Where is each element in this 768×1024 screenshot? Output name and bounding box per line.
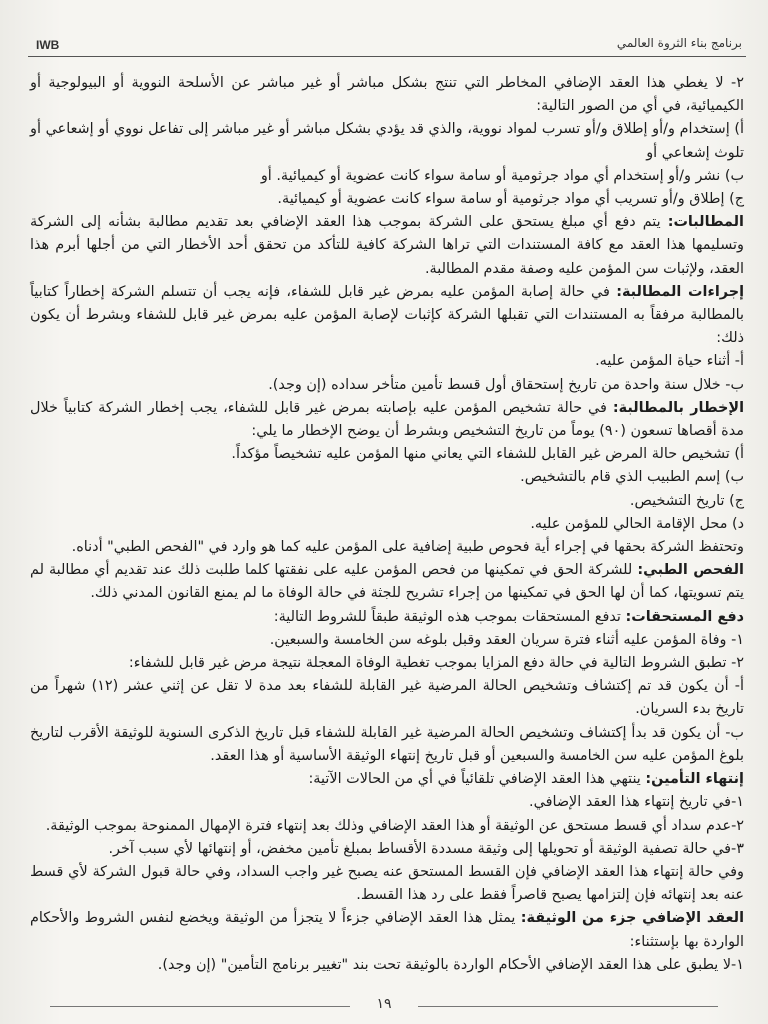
claims-heading: المطالبات:	[667, 214, 744, 231]
termination-item-1: ١-في تاريخ إنتهاء هذا العقد الإضافي.	[529, 794, 744, 811]
part-of-policy-section	[30, 907, 744, 953]
claim-procedures-body: في حالة إصابة المؤمن عليه بمرض غير قابل للشفاء، فإنه يجب أن تتسلم الشركة إخطاراً كتابياً بالمطالبة مرفقاً به المستندات التي تقبلها الشركة كإثبات لإصابة المؤمن عليه بمرض غير قابل للشفاء وبشرط أن يكون ذلك:	[30, 283, 744, 347]
payment-item-1: ١- وفاة المؤمن عليه أثناء فترة سريان العقد وقبل بلوغه سن الخامسة والسبعين.	[269, 631, 744, 648]
termination-body: ينتهي هذا العقد الإضافي تلقائياً في أي من الحالات الآتية:	[308, 771, 641, 788]
brand-logo-text: IWB	[36, 38, 60, 52]
payment-item-2: ٢- تطبق الشروط التالية في حالة دفع المزايا بموجب تغطية الوفاة المعجلة نتيجة مرض غير قابل للشفاء:	[128, 655, 744, 672]
notification-item-a: أ) تشخيص حالة المرض غير القابل للشفاء التي يعاني منها المؤمن عليه تشخيصاً مؤكداً.	[231, 446, 744, 463]
footer-rule-right	[418, 1006, 718, 1007]
termination-item-2: ٢-عدم سداد أي قسط مستحق عن الوثيقة أو هذا العقد الإضافي وذلك بعد إنتهاء فترة الإمهال الممنوحة بموجب الوثيقة.	[45, 817, 744, 834]
medical-exam-section	[30, 559, 744, 605]
exclusion-intro: ٢- لا يغطي هذا العقد الإضافي المخاطر التي تنتج بشكل مباشر أو غير مباشر عن الأسلحة النووية أو البيولوجية أو الكيميائية، في أي من الصور التالية:	[30, 75, 744, 115]
part-of-policy-heading: العقد الإضافي جزء من الوثيقة:	[520, 910, 745, 927]
medical-exam-heading: الفحص الطبي:	[637, 562, 744, 579]
claims-section	[30, 211, 744, 281]
page-number: ١٩	[370, 996, 397, 1012]
payment-section	[30, 606, 744, 629]
termination-closing: وفي حالة إنتهاء هذا العقد الإضافي فإن القسط المستحق عنه يصبح غير واجب السداد، وفي حالة قبول الشركة لأي قسط عنه بعد إنتهائه فإن إلتزامها يصبح قاصراً فقط على رد هذا القسط.	[30, 863, 744, 904]
page-footer	[50, 996, 718, 1016]
notification-heading: الإخطار بالمطالبة:	[612, 399, 744, 416]
running-title: برنامج بناء الثروة العالمي	[616, 36, 742, 50]
claim-procedures-item-b: ب- خلال سنة واحدة من تاريخ إستحقاق أول قسط تأمين متأخر سداده (إن وجد).	[268, 376, 744, 393]
footer-rule-left	[50, 1006, 350, 1007]
claim-procedures-item-a: أ- أثناء حياة المؤمن عليه.	[595, 353, 744, 370]
notification-section	[30, 397, 744, 443]
termination-item-3: ٣-في حالة تصفية الوثيقة أو تحويلها إلى وثيقة مسددة الأقساط بمبلغ تأمين مخفض، أو إنتهائها لأي سبب آخر.	[108, 840, 744, 857]
claim-procedures-section	[30, 281, 744, 351]
medical-exam-body: للشركة الحق في تمكينها من فحص المؤمن عليه على نفقتها كلما طلبت ذلك عند تقديم أي مطالبة لم يتم تسويتها، كما أن لها الحق في تمكينها من إجراء تشريح للجثة في حالة الوفاة ما لم يمنع القانون المدني ذلك.	[30, 562, 744, 602]
payment-heading: دفع المستحقات:	[625, 608, 744, 625]
exclusion-item-c: ج) إطلاق و/أو تسريب أي مواد جرثومية أو سامة سواء كانت عضوية أو كيميائية.	[277, 191, 744, 208]
termination-heading: إنتهاء التأمين:	[645, 771, 744, 788]
termination-section	[30, 768, 744, 791]
part-of-policy-item-1: ١-لا يطبق على هذا العقد الإضافي الأحكام الواردة بالوثيقة تحت بند "تغيير برنامج التأمين" (إن وجد).	[157, 956, 744, 973]
notification-item-b: ب) إسم الطبيب الذي قام بالتشخيص.	[520, 469, 744, 486]
notification-item-d: د) محل الإقامة الحالي للمؤمن عليه.	[530, 515, 744, 532]
claim-procedures-heading: إجراءات المطالبة:	[616, 283, 745, 300]
payment-subitem-a: أ- أن يكون قد تم إكتشاف وتشخيص الحالة المرضية غير القابلة للشفاء بعد مدة لا تقل عن إثني عشر (١٢) شهراً من تاريخ بدء السريان.	[30, 678, 744, 718]
page-header	[28, 30, 746, 57]
document-body	[30, 72, 744, 977]
claims-body: يتم دفع أي مبلغ يستحق على الشركة بموجب هذا العقد الإضافي بعد تقديم مطالبة بشأنه إلى الشركة وتسليمها هذا العقد مع كافة المستندات التي تراها الشركة كافية للتأكد من تحقق أحد الأخطار التي من أجلها أبرم هذا العقد، ولإثبات سن المؤمن عليه وصفة مقدم المطالبة.	[30, 214, 744, 277]
notification-item-c: ج) تاريخ التشخيص.	[629, 492, 744, 509]
exclusion-item-a: أ) إستخدام و/أو إطلاق و/أو تسرب لمواد نووية، والذي قد يؤدي بشكل مباشر أو غير مباشر إلى تفاعل نووي أو إشعاعي أو تلوث إشعاعي أو	[30, 121, 744, 161]
part-of-policy-body: يمثل هذا العقد الإضافي جزءاً لا يتجزأ من الوثيقة ويخضع لنفس الشروط والأحكام الواردة بها بإستثناء:	[30, 910, 744, 950]
notification-closing: وتحتفظ الشركة بحقها في إجراء أية فحوص طبية إضافية على المؤمن عليه كما هو وارد في "الفحص الطبي" أدناه.	[71, 539, 744, 556]
payment-subitem-b: ب- أن يكون قد بدأ إكتشاف وتشخيص الحالة المرضية غير القابلة للشفاء قبل تاريخ الذكرى السنوية للوثيقة الأقرب لتاريخ بلوغ المؤمن عليه سن الخامسة والسبعين أو قبل تاريخ إنتهاء الوثيقة الأساسية أو هذا العقد.	[30, 724, 744, 764]
exclusion-item-b: ب) نشر و/أو إستخدام أي مواد جرثومية أو سامة سواء كانت عضوية أو كيميائية. أو	[260, 167, 744, 184]
notification-body: في حالة تشخيص المؤمن عليه بإصابته بمرض غير قابل للشفاء، يجب إخطار الشركة كتابياً خلال مدة أقصاها تسعون (٩٠) يوماً من تاريخ التشخيص وبشرط أن يوضح الإخطار ما يلي:	[30, 399, 744, 440]
payment-body: تدفع المستحقات بموجب هذه الوثيقة طبقاً للشروط التالية:	[273, 608, 621, 625]
